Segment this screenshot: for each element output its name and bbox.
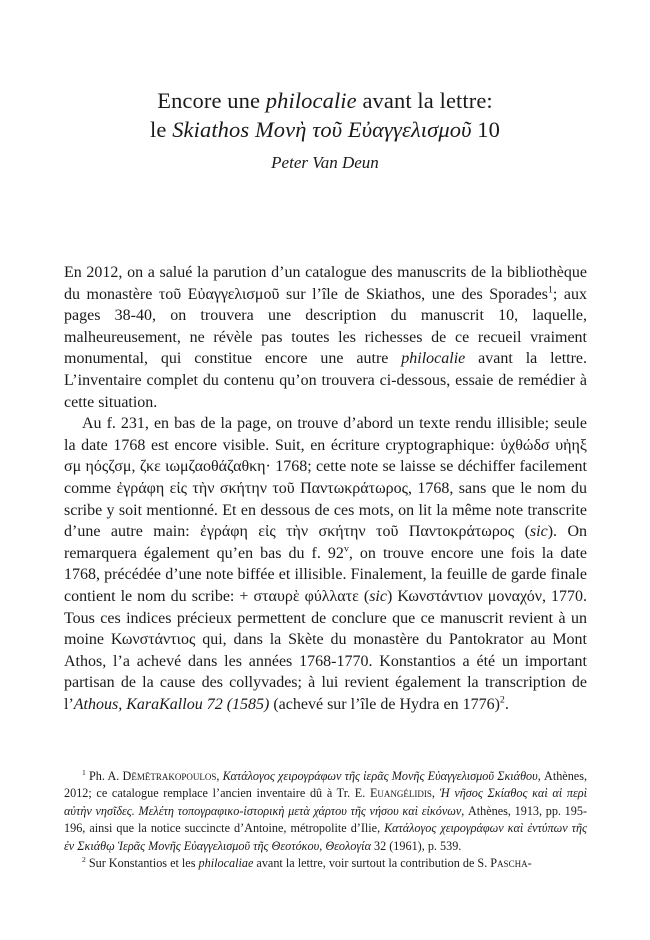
paragraph-text: ). On remarquera également qu’en bas du f. 92	[64, 523, 587, 562]
verso-marker: v	[343, 543, 349, 555]
title-text: avant la lettre:	[356, 88, 493, 113]
paragraph-text: , on trouve encore une fois la date 1768, précédée d’une note biffée et illisible. Finalement, la feuille de garde finale contient le nom du scribe: + σταυρὲ φύλλατε (	[64, 544, 587, 605]
paragraph-text: .	[504, 695, 509, 713]
footnote-ref-2[interactable]: 2	[499, 694, 505, 706]
footnote-text: Ph. A. D	[85, 769, 132, 783]
footnote-2	[64, 855, 587, 872]
footnote-text: , Athènes, 1913, pp. 195-196, ainsi que la notice succincte d’Antoine, métropolite d’Ilie,	[64, 803, 587, 836]
paragraph-1	[64, 262, 587, 413]
footnote-text: -	[527, 856, 532, 871]
article-body	[64, 262, 587, 715]
footnote-text: ,	[319, 838, 326, 853]
citation-title: Κατάλογος χειρογράφων τῆς ἱερᾶς Μονῆς Εὐαγγελισμοῦ Σκιάθου	[222, 769, 538, 783]
title-emphasis: Skiathos Μονὴ τοῦ Εὐαγγελισμοῦ	[172, 117, 472, 142]
title-line-2	[0, 115, 650, 144]
title-line-1	[0, 86, 650, 115]
article-heading	[0, 86, 650, 175]
paragraph-text: Au f. 231, en bas de la page, on trouve d’abord un texte rendu illisible; seule la date 1768 est encore visible. Suit, en écriture cryptographique: ὑχθώδσ υἠηξ σμ ηόςζσμ, ζκε ιωμζαοθάζαθκη· 1768; cette note se laisse se déchiffer facilement comme ἐγράφη εἰς τὴν σκήτην τοῦ Παντωκράτωρος, 1768, sans que le nom du scribe y soit mentionné. Et en dessous de ces mots, on lit la même note transcrite d’une autre main: ἐγράφη εἰς τὴν σκήτην τοῦ Παντοκράτωρος (	[64, 415, 587, 541]
footnote-1	[64, 768, 587, 855]
citation-title: Κατάλογος χειρογράφων καὶ ἐντύπων τῆς ἐν Σκιάθῳ Ἱερᾶς Μονῆς Εὐαγγελισμοῦ τῆς Θεοτόκου	[64, 821, 587, 853]
author-small-caps: uangélidis	[377, 786, 432, 801]
emphasis-text: philocaliae	[198, 856, 254, 871]
footnote-number: 2	[82, 854, 86, 864]
paragraph-2	[64, 413, 587, 715]
sic-marker: sic	[529, 523, 548, 541]
paragraph-text: (achevé sur l’île de Hydra en 1776)	[269, 695, 500, 713]
paragraph-text: ; aux pages 38-40, on trouvera une description du manuscrit 10, laquelle, malheureusement, ne révèle pas toutes les richesses de ce recueil vraiment monumental, qui constitue encore une autre	[64, 285, 587, 368]
paragraph-text: En 2012, on a salué la parution d’un catalogue des manuscrits de la bibliothèque du monastère τοῦ Εὐαγγελισμοῦ sur l’île de Skiathos, une des Sporades	[64, 264, 587, 303]
emphasis-text: philocalie	[401, 350, 466, 368]
emphasis-text: Athous, KaraKallou 72 (1585)	[73, 695, 270, 713]
footnote-ref-1[interactable]: 1	[547, 284, 553, 296]
paragraph-text: ) Κωνστάντιον μοναχόν, 1770. Tous ces indices précieux permettent de conclure que ce manuscrit revient à un moine Κωνστάντιος qui, dans la Skète du monastère du Pantokrator au Mont Athos, l’a achevé dans les années 1768-1770. Konstantios a été un important partisan de la cause des collyvades; à lui revient également la transcription de l’	[64, 587, 588, 713]
footnote-text: , Athènes, 2012; ce catalogue remplace l’ancien inventaire dû à Tr. E. E	[64, 769, 588, 801]
sic-marker: sic	[369, 587, 387, 605]
title-text: le	[150, 117, 173, 142]
footnote-text: ,	[216, 769, 223, 783]
footnote-number: 1	[82, 767, 86, 777]
author-name: Peter Van Deun	[271, 153, 379, 172]
citation-title: Θεολογία	[325, 838, 371, 853]
footnote-text: ,	[431, 786, 440, 801]
footnotes	[64, 768, 587, 872]
title-emphasis: philocalie	[265, 88, 357, 113]
footnote-text: 32 (1961), p. 539.	[370, 838, 462, 853]
citation-title: Ἡ νῆσος Σκίαθος καὶ αἱ περὶ αὐτὴν νησῖδες. Μελέτη τοπογραφικο-ἱστορικὴ μετὰ χάρτου τῆς νήσου καὶ εἰκόνων	[64, 786, 587, 818]
title-text: 10	[471, 117, 500, 142]
author-small-caps: ascha	[497, 856, 528, 871]
author-small-caps: ēmētrakopoulos	[131, 769, 217, 783]
title-text: Encore une	[157, 88, 266, 113]
footnote-text: avant la lettre, voir surtout la contribution de S. P	[253, 856, 498, 871]
footnote-text: Sur Konstantios et les	[85, 856, 199, 871]
paragraph-text: avant la lettre. L’inventaire complet du contenu qu’on trouvera ci-dessous, essaie de remédier à cette situation.	[64, 350, 588, 411]
